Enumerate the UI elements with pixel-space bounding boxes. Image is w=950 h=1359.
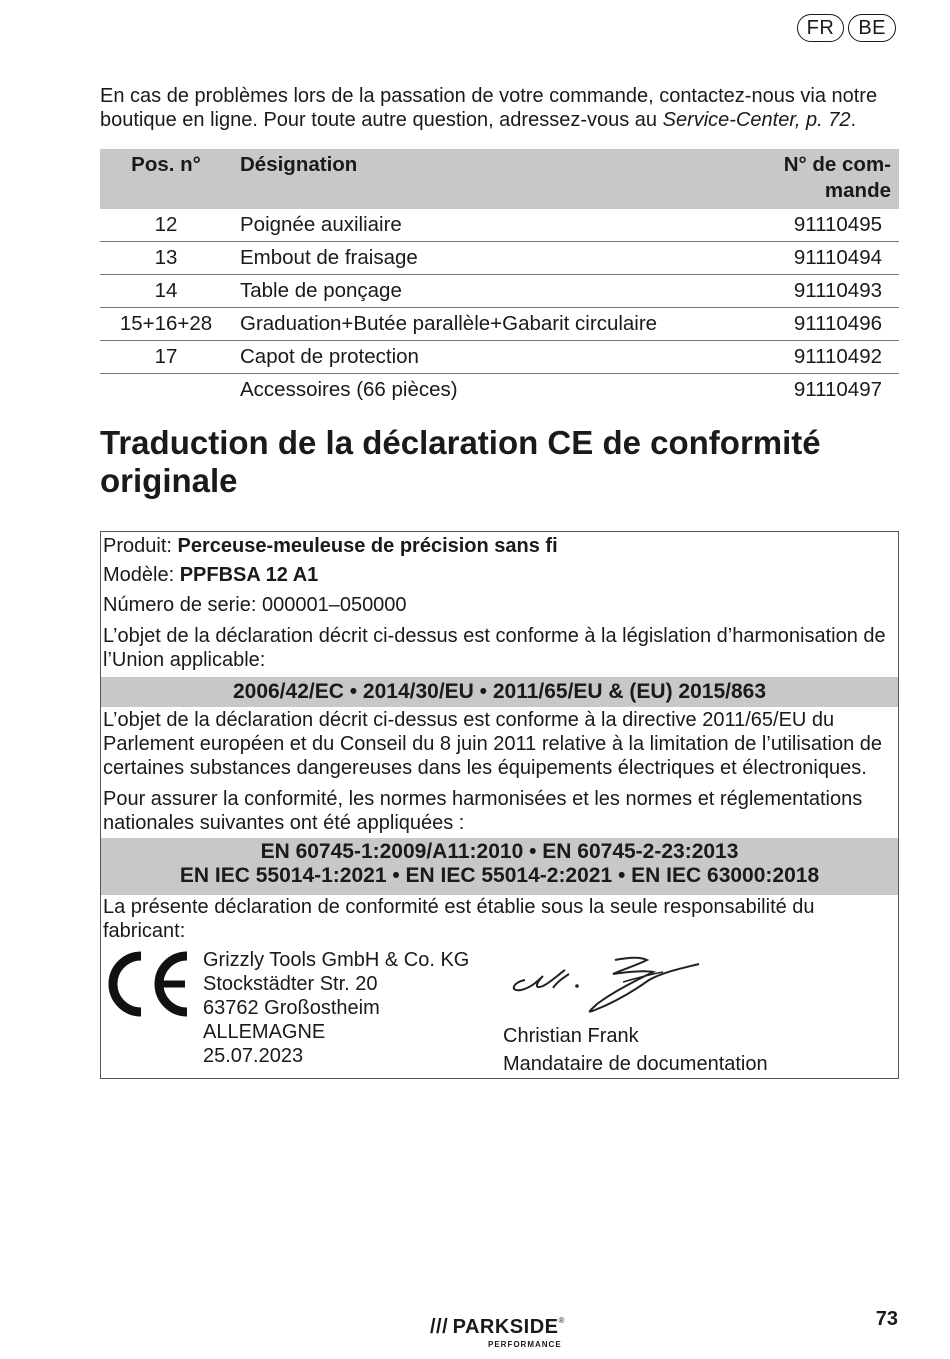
row-pos: 12	[100, 209, 232, 242]
signer-block	[503, 1022, 768, 1078]
header-order-number: N° de com- mande	[751, 149, 899, 209]
row-name: Table de ponçage	[232, 275, 751, 308]
row-pos: 14	[100, 275, 232, 308]
serial-number: Número de serie: 000001–050000	[103, 594, 407, 616]
rohs-text: L’objet de la déclaration décrit ci-dessus est conforme à la directive 2011/65/EU du Parlement européen et du Conseil du 8 juin 2011 relative à la limitation de l’utilisation de certaines substances dangereuses dans les équipements électriques et électroniques.	[103, 709, 882, 779]
service-center-reference: Service-Center, p. 72	[662, 109, 851, 131]
intro-text: En cas de problèmes lors de la passation de votre commande, contactez-nous via notre boutique en ligne. Pour toute autre question, adressez-vous au	[100, 85, 878, 131]
row-number: 91110493	[751, 275, 899, 308]
row-pos	[100, 374, 232, 407]
table-row	[100, 374, 899, 407]
table-row	[100, 308, 899, 341]
lang-badge-fr: FR	[797, 14, 845, 42]
conformity-text: L’objet de la déclaration décrit ci-dessus est conforme à la législation d’harmonisation de l’Union applicable:	[103, 625, 886, 671]
address-company: Grizzly Tools GmbH & Co. KG	[203, 949, 470, 971]
table-header-row	[100, 149, 899, 209]
row-name: Accessoires (66 pièces)	[240, 378, 458, 401]
product-value: Perceuse-meuleuse de précision sans fi	[177, 535, 558, 557]
manufacturer-address	[203, 948, 469, 1068]
registered-mark: ®	[558, 1316, 565, 1325]
row-number: 91110492	[751, 341, 899, 374]
standards-bar	[101, 838, 898, 895]
declaration-box	[100, 531, 899, 1079]
declaration-date: 25.07.2023	[203, 1045, 304, 1067]
model-line	[103, 563, 318, 587]
address-country: ALLEMAGNE	[203, 1021, 326, 1043]
lang-badge-be: BE	[848, 14, 896, 42]
product-label: Produit:	[103, 535, 178, 557]
standards-line-1: EN 60745-1:2009/A11:2010 • EN 60745-2-23:2013	[260, 840, 739, 863]
row-name: Capot de protection	[232, 341, 751, 374]
table-row	[100, 341, 899, 374]
address-city: 63762 Großostheim	[203, 997, 380, 1019]
responsibility-text: La présente déclaration de conformité est établie sous la seule responsabilité du fabricant:	[103, 896, 815, 942]
signer-role: Mandataire de documentation	[503, 1053, 768, 1075]
model-value: PPFBSA 12 A1	[179, 564, 319, 586]
header-pos: Pos. n°	[100, 149, 232, 209]
ce-mark-icon	[103, 950, 193, 1018]
standards-intro: Pour assurer la conformité, les normes harmonisées et les normes et réglementations nationales suivantes ont été appliquées :	[103, 788, 863, 834]
header-designation: Désignation	[232, 149, 751, 209]
row-name: Embout de fraisage	[232, 242, 751, 275]
table-row	[100, 209, 899, 242]
address-street: Stockstädter Str. 20	[203, 973, 378, 995]
section-title: Traduction de la déclaration CE de conformité originale	[100, 424, 821, 499]
parkside-logo	[430, 1316, 565, 1349]
logo-slashes: ///	[430, 1316, 449, 1338]
row-name: Poignée auxiliaire	[232, 209, 751, 242]
row-number: 91110496	[751, 308, 899, 341]
page-number: 73	[875, 1308, 898, 1330]
table-row	[100, 275, 899, 308]
row-number: 91110497	[793, 378, 882, 401]
row-number: 91110495	[751, 209, 899, 242]
standards-line-2: EN IEC 55014-1:2021 • EN IEC 55014-2:2021 • EN IEC 63000:2018	[179, 864, 820, 887]
product-line	[103, 534, 558, 558]
directives-bar: 2006/42/EC • 2014/30/EU • 2011/65/EU & (EU) 2015/863	[101, 677, 898, 707]
row-number: 91110494	[751, 242, 899, 275]
language-badges	[797, 14, 896, 42]
parts-table	[100, 149, 899, 406]
intro-end: .	[850, 109, 857, 131]
table-row	[100, 242, 899, 275]
logo-brand: PARKSIDE	[452, 1316, 559, 1338]
model-label: Modèle:	[103, 564, 180, 586]
intro-paragraph	[100, 84, 900, 132]
row-pos: 13	[100, 242, 232, 275]
signature-icon	[503, 952, 713, 1022]
row-pos: 15+16+28	[100, 308, 232, 341]
logo-sub: PERFORMANCE	[488, 1340, 562, 1349]
signer-name: Christian Frank	[503, 1025, 639, 1047]
row-name: Graduation+Butée parallèle+Gabarit circulaire	[232, 308, 751, 341]
row-pos: 17	[100, 341, 232, 374]
